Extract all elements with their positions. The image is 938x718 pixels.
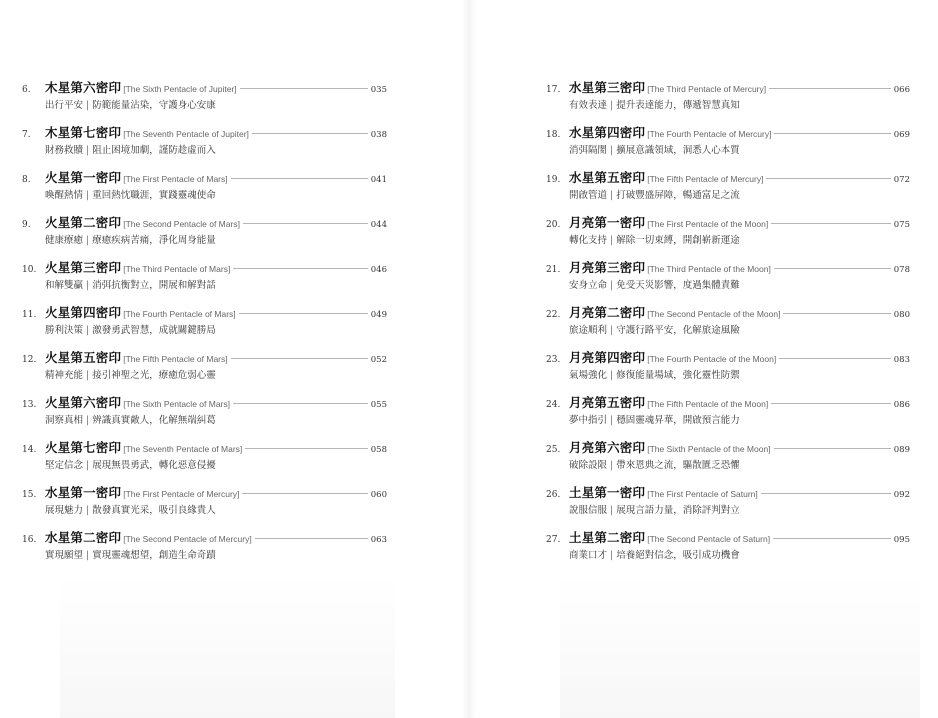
dot-leader	[783, 313, 890, 314]
entry-title: 土星第一密印	[569, 485, 646, 500]
entry-title: 月亮第四密印	[569, 350, 646, 365]
separator: |	[610, 505, 614, 516]
separator: |	[86, 505, 90, 516]
entry-english-title: [The First Pentacle of Mars]	[123, 174, 228, 184]
entry-description	[569, 97, 910, 111]
toc-entry-heading	[22, 348, 387, 366]
entry-english-title: [The Sixth Pentacle of Mars]	[123, 399, 230, 409]
entry-english-title: [The First Pentacle of Saturn]	[647, 489, 758, 499]
separator: |	[86, 235, 90, 246]
toc-entry-heading	[22, 393, 387, 411]
toc-entry-heading	[546, 213, 910, 231]
toc-right-column	[546, 78, 910, 573]
entry-page-number: 046	[370, 265, 387, 275]
entry-english-title: [The Seventh Pentacle of Jupiter]	[123, 129, 249, 139]
entry-title: 水星第一密印	[45, 485, 122, 500]
toc-entry-heading	[546, 303, 910, 321]
entry-english-title: [The Third Pentacle of Mercury]	[647, 84, 767, 94]
entry-detail: 消弭抗衡對立，開展和解對話	[92, 280, 216, 291]
entry-number: 20.	[546, 220, 561, 230]
entry-page-number: 063	[370, 535, 387, 545]
entry-english-title: [The Second Pentacle of Mars]	[123, 219, 240, 229]
entry-keyword: 喚醒熱情	[45, 190, 84, 201]
entry-title: 月亮第二密印	[569, 305, 646, 320]
entry-detail: 帶來恩典之流，驅散匱乏恐懼	[616, 460, 740, 471]
separator: |	[86, 190, 90, 201]
dot-leader	[774, 268, 891, 269]
entry-page-number: 095	[893, 535, 910, 545]
entry-title: 月亮第三密印	[569, 260, 646, 275]
toc-entry[interactable]	[546, 258, 910, 303]
entry-detail: 培養絕對信念，吸引成功機會	[616, 550, 740, 561]
entry-page-number: 089	[893, 445, 910, 455]
entry-english-title: [The Fifth Pentacle of the Moon]	[647, 399, 769, 409]
toc-entry-heading	[22, 213, 387, 231]
separator: |	[610, 415, 614, 426]
separator: |	[86, 325, 90, 336]
entry-page-number: 066	[893, 85, 910, 95]
entry-page-number: 055	[370, 400, 387, 410]
toc-entry-heading	[546, 123, 910, 141]
entry-detail: 辨識真實敵人，化解無端糾葛	[92, 415, 216, 426]
separator: |	[86, 100, 90, 111]
entry-number: 25.	[546, 445, 561, 455]
entry-number: 17.	[546, 85, 561, 95]
toc-entry[interactable]	[546, 348, 910, 393]
dot-leader	[769, 88, 891, 89]
entry-keyword: 夢中指引	[569, 415, 608, 426]
entry-keyword: 出行平安	[45, 100, 84, 111]
entry-english-title: [The Fourth Pentacle of the Moon]	[647, 354, 777, 364]
entry-title: 火星第四密印	[45, 305, 122, 320]
toc-entry-heading	[22, 78, 387, 96]
toc-entry-heading	[546, 528, 910, 546]
dot-leader	[255, 538, 368, 539]
entry-page-number: 086	[893, 400, 910, 410]
entry-page-number: 035	[370, 85, 387, 95]
dot-leader	[773, 538, 891, 539]
entry-description	[45, 187, 387, 201]
entry-detail: 激發勇武智慧，成就關鍵勝局	[92, 325, 216, 336]
toc-entry[interactable]	[546, 213, 910, 258]
separator: |	[86, 370, 90, 381]
dot-leader	[771, 223, 891, 224]
entry-title: 火星第一密印	[45, 170, 122, 185]
entry-number: 15.	[22, 490, 37, 500]
entry-detail: 解除一切束縛，開創嶄新運途	[616, 235, 740, 246]
toc-entry[interactable]	[546, 303, 910, 348]
entry-description	[569, 367, 910, 381]
entry-keyword: 消弭隔閡	[569, 145, 608, 156]
entry-title: 木星第七密印	[45, 125, 122, 140]
toc-entry-heading	[546, 258, 910, 276]
entry-number: 26.	[546, 490, 561, 500]
entry-english-title: [The Third Pentacle of the Moon]	[647, 264, 771, 274]
toc-entry[interactable]	[22, 348, 387, 393]
separator: |	[610, 145, 614, 156]
entry-description	[569, 322, 910, 336]
toc-entry-heading	[22, 258, 387, 276]
entry-detail: 守護行路平安，化解旅途風險	[616, 325, 740, 336]
entry-keyword: 精神充能	[45, 370, 84, 381]
entry-detail: 阻止困境加劇，謹防趁虛而入	[92, 145, 216, 156]
entry-keyword: 轉化支持	[569, 235, 608, 246]
entry-english-title: [The Third Pentacle of Mars]	[123, 264, 231, 274]
entry-title: 火星第六密印	[45, 395, 122, 410]
toc-entry[interactable]	[22, 303, 387, 348]
entry-keyword: 開啟管道	[569, 190, 608, 201]
book-gutter	[462, 0, 476, 718]
entry-english-title: [The Sixth Pentacle of Jupiter]	[123, 84, 237, 94]
separator: |	[610, 370, 614, 381]
entry-title: 火星第三密印	[45, 260, 122, 275]
entry-title: 火星第五密印	[45, 350, 122, 365]
entry-english-title: [The Sixth Pentacle of the Moon]	[647, 444, 771, 454]
entry-number: 11.	[22, 310, 37, 320]
entry-title: 月亮第一密印	[569, 215, 646, 230]
dot-leader	[774, 448, 891, 449]
toc-entry-heading	[546, 168, 910, 186]
entry-description	[45, 502, 387, 516]
toc-entry-heading	[22, 168, 387, 186]
entry-description	[569, 457, 910, 471]
entry-page-number: 049	[370, 310, 387, 320]
entry-page-number: 060	[370, 490, 387, 500]
entry-page-number: 075	[893, 220, 910, 230]
entry-title: 月亮第六密印	[569, 440, 646, 455]
entry-english-title: [The Second Pentacle of Mercury]	[123, 534, 252, 544]
entry-keyword: 財務救贖	[45, 145, 84, 156]
toc-left-column	[22, 78, 387, 573]
separator: |	[610, 280, 614, 291]
toc-entry-heading	[546, 348, 910, 366]
entry-detail: 展現無畏勇武，轉化惡意侵擾	[92, 460, 216, 471]
entry-description	[45, 277, 387, 291]
entry-description	[569, 232, 910, 246]
page-shadow-left	[60, 575, 395, 718]
toc-entry[interactable]	[546, 78, 910, 123]
entry-title: 水星第三密印	[569, 80, 646, 95]
entry-number: 16.	[22, 535, 37, 545]
separator: |	[86, 145, 90, 156]
dot-leader	[774, 133, 890, 134]
entry-title: 土星第二密印	[569, 530, 646, 545]
dot-leader	[240, 88, 368, 89]
page-shadow-right	[560, 575, 920, 718]
entry-number: 23.	[546, 355, 561, 365]
entry-number: 18.	[546, 130, 561, 140]
entry-description	[45, 547, 387, 561]
toc-entry[interactable]	[22, 168, 387, 213]
entry-number: 9.	[22, 220, 31, 230]
entry-detail: 打破豐盛屏障，暢通富足之流	[616, 190, 740, 201]
separator: |	[610, 100, 614, 111]
dot-leader	[243, 223, 368, 224]
entry-keyword: 實現願望	[45, 550, 84, 561]
dot-leader	[779, 358, 891, 359]
entry-page-number: 069	[893, 130, 910, 140]
entry-keyword: 洞察真相	[45, 415, 84, 426]
entry-english-title: [The First Pentacle of the Moon]	[647, 219, 769, 229]
entry-keyword: 和解雙贏	[45, 280, 84, 291]
entry-page-number: 080	[893, 310, 910, 320]
entry-title: 火星第二密印	[45, 215, 122, 230]
toc-entry[interactable]	[546, 123, 910, 168]
separator: |	[610, 190, 614, 201]
entry-page-number: 044	[370, 220, 387, 230]
dot-leader	[231, 178, 368, 179]
toc-entry-heading	[546, 393, 910, 411]
entry-keyword: 有效表達	[569, 100, 608, 111]
entry-title: 火星第七密印	[45, 440, 122, 455]
entry-english-title: [The Fourth Pentacle of Mercury]	[647, 129, 772, 139]
entry-description	[569, 142, 910, 156]
entry-description	[45, 457, 387, 471]
entry-detail: 接引神聖之光，療癒危弱心靈	[92, 370, 216, 381]
toc-entry[interactable]	[22, 213, 387, 258]
entry-keyword: 說服信服	[569, 505, 608, 516]
toc-entry[interactable]	[22, 483, 387, 528]
dot-leader	[233, 268, 367, 269]
entry-keyword: 破除設限	[569, 460, 608, 471]
entry-title: 水星第二密印	[45, 530, 122, 545]
toc-entry-heading	[546, 78, 910, 96]
dot-leader	[245, 448, 367, 449]
toc-entry-heading	[22, 438, 387, 456]
entry-english-title: [The Fourth Pentacle of Mars]	[123, 309, 236, 319]
entry-number: 12.	[22, 355, 37, 365]
toc-entry[interactable]	[546, 393, 910, 438]
entry-detail: 穩固靈魂昇華，開啟預言能力	[616, 415, 740, 426]
entry-page-number: 038	[370, 130, 387, 140]
dot-leader	[771, 403, 891, 404]
entry-page-number: 072	[893, 175, 910, 185]
toc-entry[interactable]	[546, 438, 910, 483]
entry-description	[45, 367, 387, 381]
entry-english-title: [The Second Pentacle of Saturn]	[647, 534, 771, 544]
separator: |	[86, 550, 90, 561]
separator: |	[86, 460, 90, 471]
entry-number: 22.	[546, 310, 561, 320]
toc-entry[interactable]	[546, 528, 910, 573]
separator: |	[86, 415, 90, 426]
toc-entry-heading	[22, 303, 387, 321]
toc-entry[interactable]	[546, 168, 910, 213]
entry-description	[45, 142, 387, 156]
entry-number: 7.	[22, 130, 31, 140]
entry-description	[45, 97, 387, 111]
dot-leader	[252, 133, 368, 134]
entry-page-number: 092	[893, 490, 910, 500]
entry-keyword: 勝利決策	[45, 325, 84, 336]
entry-description	[45, 412, 387, 426]
entry-detail: 免受天災影響，度過集體責難	[616, 280, 740, 291]
entry-title: 水星第四密印	[569, 125, 646, 140]
toc-entry-heading	[22, 123, 387, 141]
entry-english-title: [The Seventh Pentacle of Mars]	[123, 444, 243, 454]
entry-page-number: 083	[893, 355, 910, 365]
entry-detail: 實現靈魂想望，創造生命奇蹟	[92, 550, 216, 561]
entry-detail: 提升表達能力，傳遞智慧真知	[616, 100, 740, 111]
entry-number: 13.	[22, 400, 37, 410]
entry-detail: 擴展意識領域，洞悉人心本質	[616, 145, 740, 156]
entry-title: 水星第五密印	[569, 170, 646, 185]
toc-entry-heading	[546, 483, 910, 501]
entry-keyword: 健康療癒	[45, 235, 84, 246]
toc-entry[interactable]	[22, 258, 387, 303]
entry-english-title: [The Second Pentacle of the Moon]	[647, 309, 781, 319]
entry-keyword: 旅途順利	[569, 325, 608, 336]
toc-entry[interactable]	[22, 438, 387, 483]
toc-entry[interactable]	[546, 483, 910, 528]
entry-keyword: 商業口才	[569, 550, 608, 561]
dot-leader	[761, 493, 891, 494]
toc-entry-heading	[22, 528, 387, 546]
entry-keyword: 安身立命	[569, 280, 608, 291]
separator: |	[86, 280, 90, 291]
entry-number: 14.	[22, 445, 37, 455]
entry-page-number: 058	[370, 445, 387, 455]
toc-entry[interactable]	[22, 393, 387, 438]
entry-english-title: [The First Pentacle of Mercury]	[123, 489, 240, 499]
toc-entry-heading	[22, 483, 387, 501]
entry-description	[45, 322, 387, 336]
separator: |	[610, 235, 614, 246]
dot-leader	[233, 403, 368, 404]
entry-number: 24.	[546, 400, 561, 410]
entry-english-title: [The Fifth Pentacle of Mercury]	[647, 174, 764, 184]
entry-keyword: 氣場強化	[569, 370, 608, 381]
entry-title: 木星第六密印	[45, 80, 122, 95]
separator: |	[610, 325, 614, 336]
entry-detail: 重回熱忱職涯，實踐靈魂使命	[92, 190, 216, 201]
toc-entry[interactable]	[22, 528, 387, 573]
entry-detail: 散發真實光采，吸引良緣貴人	[92, 505, 216, 516]
entry-keyword: 展現魅力	[45, 505, 84, 516]
entry-title: 月亮第五密印	[569, 395, 646, 410]
entry-english-title: [The Fifth Pentacle of Mars]	[123, 354, 228, 364]
entry-page-number: 052	[370, 355, 387, 365]
entry-detail: 防範能量沾染，守護身心安康	[92, 100, 216, 111]
entry-page-number: 078	[893, 265, 910, 275]
entry-description	[569, 277, 910, 291]
dot-leader	[231, 358, 368, 359]
dot-leader	[766, 178, 890, 179]
entry-number: 8.	[22, 175, 31, 185]
entry-number: 27.	[546, 535, 561, 545]
dot-leader	[239, 313, 368, 314]
entry-number: 6.	[22, 85, 31, 95]
entry-number: 10.	[22, 265, 37, 275]
dot-leader	[242, 493, 367, 494]
entry-number: 21.	[546, 265, 561, 275]
separator: |	[610, 550, 614, 561]
entry-description	[45, 232, 387, 246]
entry-detail: 療癒疾病苦痛，淨化周身能量	[92, 235, 216, 246]
toc-entry[interactable]	[22, 123, 387, 168]
entry-detail: 修復能量場域，強化靈性防禦	[616, 370, 740, 381]
entry-description	[569, 502, 910, 516]
toc-entry-heading	[546, 438, 910, 456]
entry-detail: 展現言語力量，消除評判對立	[616, 505, 740, 516]
separator: |	[610, 460, 614, 471]
entry-number: 19.	[546, 175, 561, 185]
entry-description	[569, 547, 910, 561]
entry-description	[569, 412, 910, 426]
toc-entry[interactable]	[22, 78, 387, 123]
entry-keyword: 堅定信念	[45, 460, 84, 471]
entry-description	[569, 187, 910, 201]
entry-page-number: 041	[370, 175, 387, 185]
